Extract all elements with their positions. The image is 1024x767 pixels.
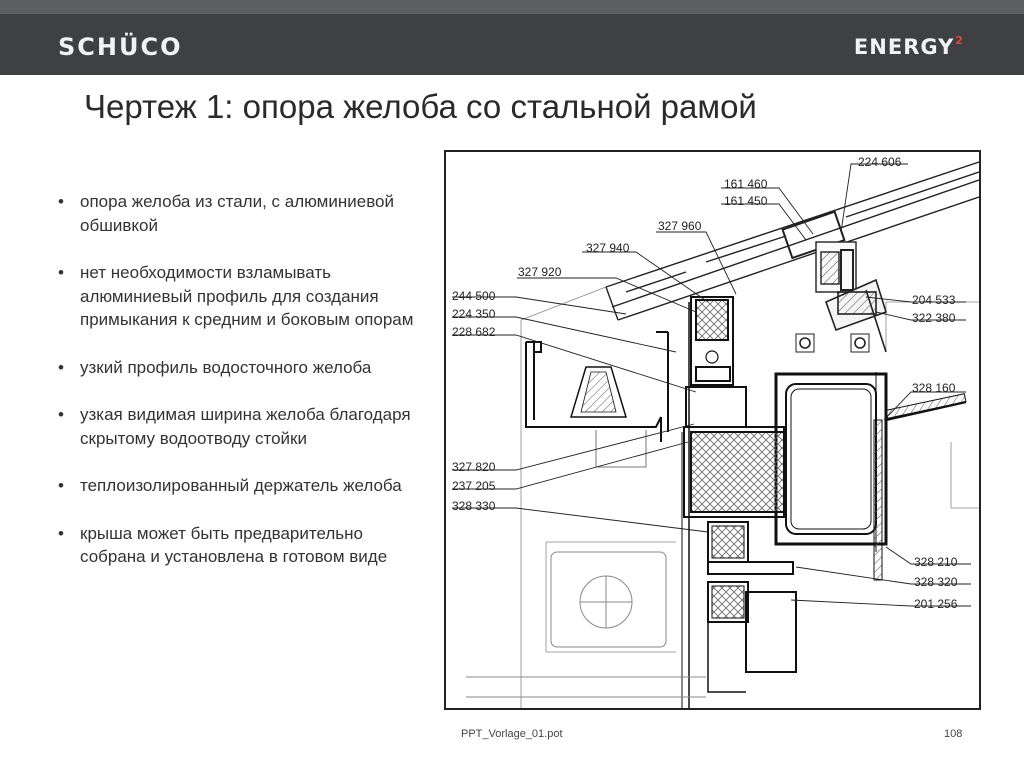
energy-logo — [854, 34, 964, 59]
part-label: 224 350 — [452, 307, 496, 321]
part-label: 224 606 — [858, 155, 902, 169]
part-label: 327 820 — [452, 460, 496, 474]
technical-drawing — [444, 150, 981, 710]
page-number: 108 — [944, 728, 963, 740]
part-label: 328 330 — [452, 499, 496, 513]
gutter — [526, 332, 668, 467]
part-label: 327 920 — [518, 265, 562, 279]
bullet-item: • узкая видимая ширина желоба благодаря скрытому водоотводу стойки — [58, 403, 418, 450]
part-label: 327 960 — [658, 219, 702, 233]
bullet-item: • узкий профиль водосточного желоба — [58, 356, 418, 380]
part-label: 328 320 — [914, 575, 958, 589]
slide-title: Чертеж 1: опора желоба со стальной рамой — [84, 88, 757, 125]
part-label: 328 210 — [914, 555, 958, 569]
part-label: 244 500 — [452, 289, 496, 303]
part-label: 327 940 — [586, 241, 630, 255]
bottom-fitting — [466, 552, 706, 697]
energy-logo-sup: 2 — [955, 34, 964, 47]
footer-filename: PPT_Vorlage_01.pot — [461, 728, 563, 740]
part-label: 204 533 — [912, 293, 956, 307]
part-label: 328 160 — [912, 381, 956, 395]
energy-logo-text: ENERGY — [853, 35, 955, 59]
bullet-item: • теплоизолированный держатель желоба — [58, 474, 418, 498]
part-label: 161 460 — [724, 177, 768, 191]
main-mullion — [682, 297, 966, 708]
bullet-item: • опора желоба из стали, с алюминиевой обшивкой — [58, 190, 418, 237]
part-label: 237 205 — [452, 479, 496, 493]
part-label: 228 682 — [452, 325, 496, 339]
header-bar — [0, 0, 1024, 75]
part-label: 322 380 — [912, 311, 956, 325]
part-label: 161 450 — [724, 194, 768, 208]
schuco-logo: SCHÜCO — [58, 33, 183, 61]
bullet-item: • нет необходимости взламывать алюминиевый профиль для создания примыкания к средним и боковым опорам — [58, 261, 418, 332]
bullet-item: • крыша может быть предварительно собрана и установлена в готовом виде — [58, 522, 418, 569]
part-label: 201 256 — [914, 597, 958, 611]
drawing-svg — [446, 152, 979, 708]
bullet-list — [58, 190, 418, 593]
